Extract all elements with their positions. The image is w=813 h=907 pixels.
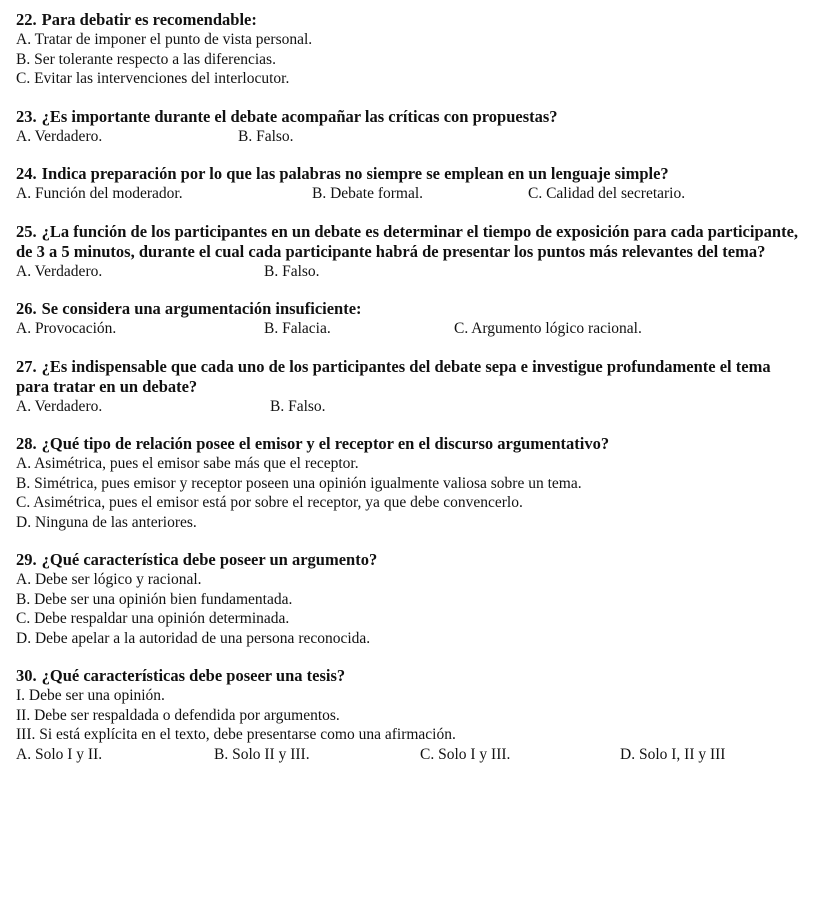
question-25-option-b[interactable]: B. Falso. (264, 262, 320, 280)
question-number: 25. (16, 221, 37, 241)
question-24-title (16, 164, 806, 184)
question-30-statement-1: I. Debe ser una opinión. (16, 687, 165, 704)
question-text: Indica preparación por lo que las palabras no siempre se emplean en un lenguaje simple? (41, 164, 669, 183)
question-25-title (16, 222, 806, 262)
question-27-option-a[interactable]: A. Verdadero. (16, 397, 103, 415)
question-28-option-b[interactable]: B. Simétrica, pues emisor y receptor poseen una opinión igualmente valiosa sobre un tema. (16, 474, 582, 492)
question-text: ¿Qué tipo de relación posee el emisor y el receptor en el discurso argumentativo? (41, 434, 610, 453)
question-27-title (16, 357, 806, 397)
question-text: ¿Qué característica debe poseer un argumento? (41, 550, 378, 569)
question-number: 23. (16, 106, 37, 126)
question-23 (16, 107, 813, 147)
question-27 (16, 357, 813, 417)
question-30-statement-2: II. Debe ser respaldada o defendida por argumentos. (16, 706, 340, 724)
question-number: 27. (16, 356, 37, 376)
question-29-title (16, 550, 806, 570)
question-22 (16, 10, 813, 89)
question-number: 24. (16, 164, 37, 183)
question-24-option-b[interactable]: B. Debate formal. (312, 185, 424, 202)
question-26-options (16, 319, 813, 339)
question-28-option-a[interactable]: A. Asimétrica, pues el emisor sabe más que el receptor. (16, 455, 359, 472)
question-text: ¿La función de los participantes en un debate es determinar el tiempo de exposición para cada participante, de 3 a 5 minutos, durante el cual cada participante habrá de presentar los puntos más relevantes del tema? (16, 221, 799, 261)
question-29-option-a[interactable]: A. Debe ser lógico y racional. (16, 571, 202, 588)
question-28-title (16, 434, 806, 454)
question-23-option-b[interactable]: B. Falso. (238, 127, 294, 145)
question-28 (16, 434, 813, 532)
question-30-option-c[interactable]: C. Solo I y III. (420, 745, 511, 763)
question-text: Para debatir es recomendable: (41, 10, 257, 29)
question-text: ¿Es indispensable que cada uno de los participantes del debate sepa e investigue profundamente el tema para tratar en un debate? (16, 356, 771, 396)
question-number: 29. (16, 550, 37, 569)
question-28-option-c[interactable]: C. Asimétrica, pues el emisor está por sobre el receptor, ya que debe convencerlo. (16, 494, 523, 511)
question-30-option-d[interactable]: D. Solo I, II y III (620, 745, 726, 763)
question-30 (16, 666, 813, 764)
question-text: ¿Es importante durante el debate acompañar las críticas con propuestas? (41, 106, 558, 126)
question-27-options (16, 397, 813, 417)
question-30-statement-3: III. Si está explícita en el texto, debe presentarse como una afirmación. (16, 726, 456, 743)
question-26-option-b[interactable]: B. Falacia. (264, 320, 331, 337)
question-24-option-c[interactable]: C. Calidad del secretario. (528, 185, 686, 202)
question-26 (16, 299, 813, 339)
question-24-options (16, 184, 813, 204)
question-text: ¿Qué características debe poseer una tesis? (41, 666, 346, 685)
question-24-option-a[interactable]: A. Función del moderador. (16, 185, 183, 202)
question-22-option-c[interactable]: C. Evitar las intervenciones del interlocutor. (16, 70, 290, 87)
question-25-option-a[interactable]: A. Verdadero. (16, 262, 103, 280)
question-number: 26. (16, 299, 37, 318)
question-number: 30. (16, 666, 37, 685)
question-22-title (16, 10, 806, 30)
question-23-title (16, 107, 806, 127)
question-29-option-d[interactable]: D. Debe apelar a la autoridad de una persona reconocida. (16, 629, 371, 647)
question-26-option-a[interactable]: A. Provocación. (16, 320, 117, 337)
question-22-option-a[interactable]: A. Tratar de imponer el punto de vista personal. (16, 31, 313, 48)
question-number: 28. (16, 434, 37, 453)
question-30-option-a[interactable]: A. Solo I y II. (16, 745, 103, 763)
question-24 (16, 164, 813, 204)
question-29-option-b[interactable]: B. Debe ser una opinión bien fundamentada. (16, 590, 293, 608)
question-30-option-b[interactable]: B. Solo II y III. (214, 745, 310, 763)
question-30-options (16, 745, 813, 765)
question-25 (16, 222, 813, 282)
question-28-option-d[interactable]: D. Ninguna de las anteriores. (16, 513, 197, 531)
question-23-options (16, 127, 813, 147)
question-27-option-b[interactable]: B. Falso. (270, 397, 326, 415)
question-26-option-c[interactable]: C. Argumento lógico racional. (454, 320, 642, 337)
question-29 (16, 550, 813, 648)
question-26-title (16, 299, 806, 319)
question-30-title (16, 666, 806, 686)
question-22-option-b[interactable]: B. Ser tolerante respecto a las diferencias. (16, 50, 276, 68)
question-number: 22. (16, 10, 37, 29)
question-23-option-a[interactable]: A. Verdadero. (16, 127, 103, 145)
question-25-options (16, 262, 813, 282)
question-text: Se considera una argumentación insuficiente: (41, 299, 362, 318)
question-29-option-c[interactable]: C. Debe respaldar una opinión determinada. (16, 610, 290, 627)
